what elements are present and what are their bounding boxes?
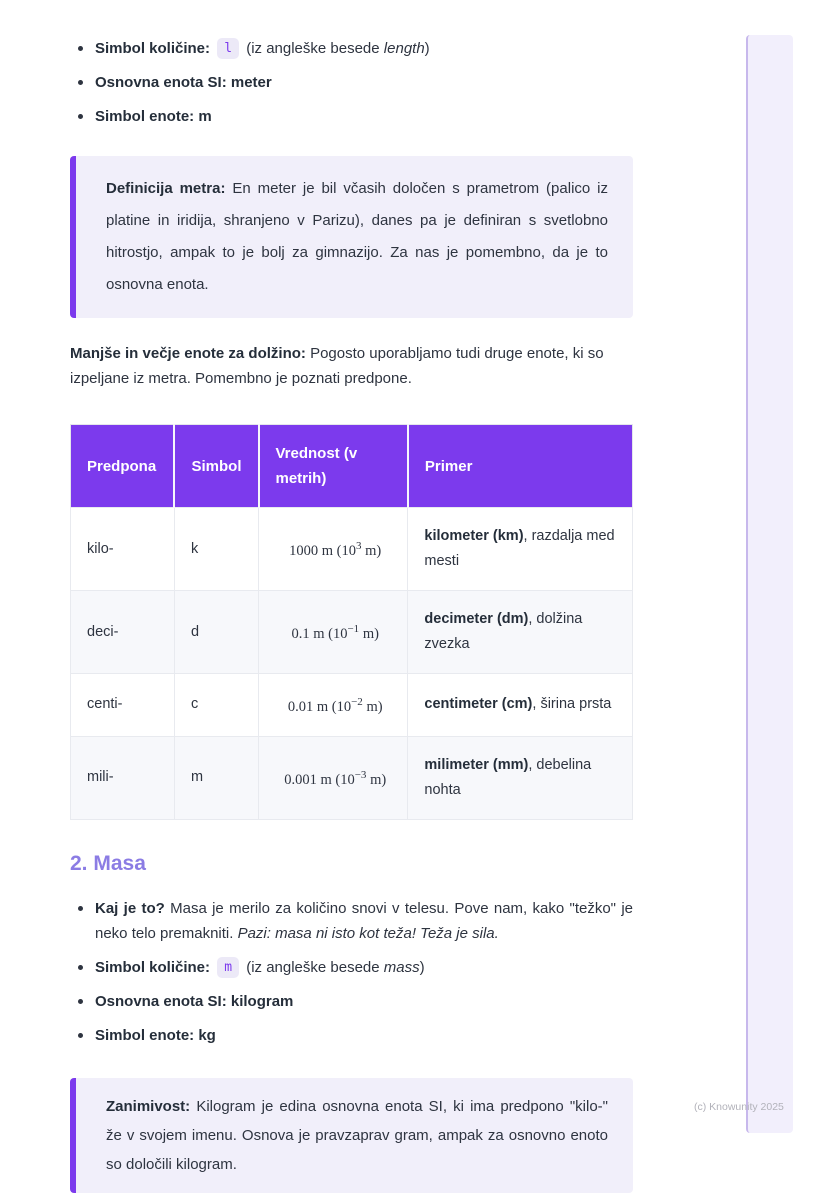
what-label: Kaj je to? bbox=[95, 899, 165, 917]
copyright-notice: (c) Knowunity 2025 bbox=[694, 1101, 784, 1113]
cell-value: 1000 m ($10^3$ m) bbox=[259, 508, 408, 591]
section-heading-masa: 2. Masa bbox=[70, 851, 146, 875]
header-value: Vrednost (v metrih) bbox=[259, 425, 408, 508]
quantity-note-end: ) bbox=[424, 40, 430, 57]
quantity-label: Simbol količine: bbox=[95, 958, 211, 976]
cell-symbol: k bbox=[174, 508, 258, 591]
mass-properties-list bbox=[70, 896, 633, 1048]
document-content bbox=[70, 36, 633, 1193]
cell-symbol: c bbox=[174, 674, 258, 737]
cell-prefix: kilo- bbox=[71, 508, 175, 591]
quantity-symbol-badge: l bbox=[217, 38, 239, 59]
cell-example: milimeter (mm), debelina nohta bbox=[408, 736, 633, 819]
table-row bbox=[71, 674, 633, 737]
list-item-unit-symbol: Simbol enote: m bbox=[70, 104, 633, 129]
prefix-table bbox=[70, 424, 633, 820]
callout-title: Zanimivost: bbox=[106, 1097, 191, 1115]
definition-callout bbox=[70, 156, 633, 318]
table-row bbox=[71, 591, 633, 674]
cell-prefix: mili- bbox=[71, 736, 175, 819]
what-warning: Pazi: masa ni isto kot teža! Teža je sila. bbox=[237, 924, 499, 942]
paragraph-rest: Pogosto uporabljamo tudi druge enote, ki so izpeljane iz metra. Pomembno je poznati predpone. bbox=[70, 345, 604, 387]
callout-body: En meter je bil včasih določen s prametrom (palico iz platine in iridija, shranjeno v Parizu), danes pa je definiran s svetlobno hitrostjo, ampak to je bolj za gimnazijo. Za nas je pomembno, da je to osnovna enota. bbox=[106, 180, 608, 293]
list-item-base-unit: Osnovna enota SI: kilogram bbox=[70, 989, 633, 1014]
list-item-unit-symbol: Simbol enote: kg bbox=[70, 1023, 633, 1048]
list-item-quantity-symbol bbox=[70, 36, 633, 61]
cell-value: 0.01 m ($10^{-2}$ m) bbox=[259, 674, 408, 737]
what-text: Masa je merilo za količino snovi v telesu. Pove nam, kako "težko" je neko telo premakniti. bbox=[95, 899, 633, 942]
units-intro-paragraph bbox=[70, 341, 633, 391]
list-item-base-unit: Osnovna enota SI: meter bbox=[70, 70, 633, 95]
page-edge-decoration bbox=[746, 35, 793, 1133]
callout-title: Definicija metra: bbox=[106, 180, 226, 197]
cell-value: 0.1 m ($10^{-1}$ m) bbox=[259, 591, 408, 674]
quantity-note-end: ) bbox=[419, 958, 425, 976]
fact-callout bbox=[70, 1078, 633, 1193]
quantity-label: Simbol količine: bbox=[95, 40, 211, 57]
quantity-note: (iz angleške besede bbox=[246, 40, 380, 57]
callout-body: Kilogram je edina osnovna enota SI, ki ima predpono "kilo-" že v svojem imenu. Osnova je pravzaprav gram, ampak za osnovno enoto so določili kilogram. bbox=[106, 1097, 608, 1173]
cell-value: 0.001 m ($10^{-3}$ m) bbox=[259, 736, 408, 819]
length-properties-list bbox=[70, 36, 633, 129]
table-row bbox=[71, 508, 633, 591]
header-example: Primer bbox=[408, 425, 633, 508]
cell-symbol: d bbox=[174, 591, 258, 674]
header-symbol: Simbol bbox=[174, 425, 258, 508]
quantity-english-word: length bbox=[383, 40, 425, 57]
cell-prefix: deci- bbox=[71, 591, 175, 674]
list-item-what-is-it bbox=[70, 896, 633, 946]
table-row bbox=[71, 736, 633, 819]
cell-example: decimeter (dm), dolžina zvezka bbox=[408, 591, 633, 674]
cell-prefix: centi- bbox=[71, 674, 175, 737]
header-prefix: Predpona bbox=[71, 425, 175, 508]
quantity-english-word: mass bbox=[383, 958, 420, 976]
cell-example: kilometer (km), razdalja med mesti bbox=[408, 508, 633, 591]
list-item-quantity-symbol bbox=[70, 955, 633, 980]
paragraph-lead: Manjše in večje enote za dolžino: bbox=[70, 345, 306, 362]
quantity-note: (iz angleške besede bbox=[246, 958, 380, 976]
quantity-symbol-badge: m bbox=[217, 957, 239, 978]
cell-symbol: m bbox=[174, 736, 258, 819]
table-header-row bbox=[71, 425, 633, 508]
cell-example: centimeter (cm), širina prsta bbox=[408, 674, 633, 737]
